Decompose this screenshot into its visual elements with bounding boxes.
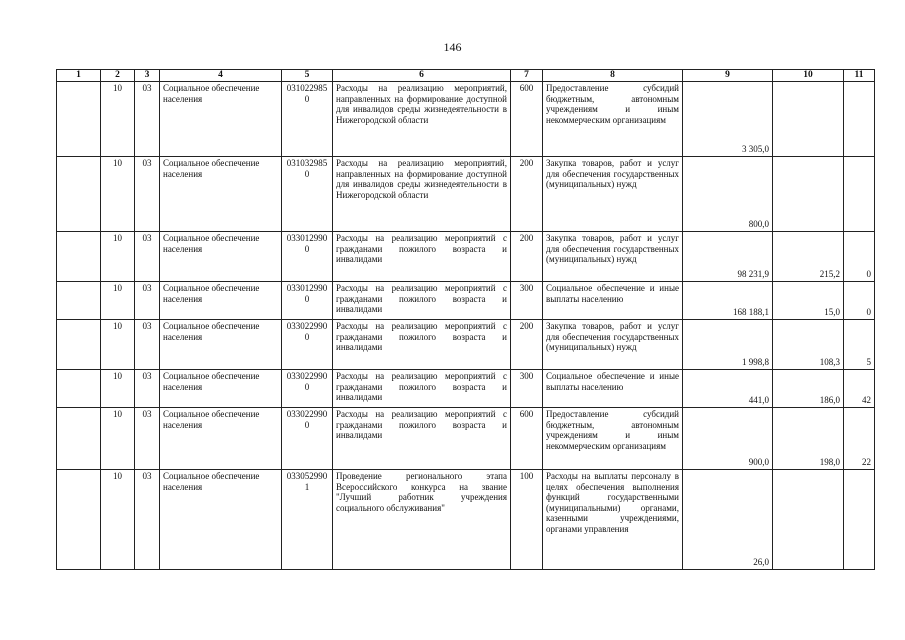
cell-expense-name: Закупка товаров, работ и услуг для обеспечения государственных (муниципальных) нужд <box>543 320 683 370</box>
cell-description: Расходы на реализацию мероприятий с гражданами пожилого возраста и инвалидами <box>333 282 511 320</box>
table-row <box>57 232 875 282</box>
cell-subsection: 03 <box>135 282 160 320</box>
cell-subsection: 03 <box>135 232 160 282</box>
table-row <box>57 370 875 408</box>
cell-empty <box>57 82 101 157</box>
cell-target-code: 0330229900 <box>282 320 333 370</box>
cell-amount-3 <box>844 82 875 157</box>
cell-target-code: 0330129900 <box>282 282 333 320</box>
cell-section: 10 <box>101 282 135 320</box>
cell-amount: 3 305,0 <box>683 82 773 157</box>
cell-amount-3: 5 <box>844 320 875 370</box>
cell-amount-3 <box>844 470 875 570</box>
cell-target-code: 0330229900 <box>282 370 333 408</box>
column-header: 10 <box>773 70 844 82</box>
column-header: 6 <box>333 70 511 82</box>
budget-table <box>56 69 875 570</box>
cell-section-name: Социальное обеспечение населения <box>160 408 282 470</box>
cell-expense-type: 300 <box>511 370 543 408</box>
cell-amount: 26,0 <box>683 470 773 570</box>
table-row <box>57 282 875 320</box>
cell-section-name: Социальное обеспечение населения <box>160 157 282 232</box>
cell-target-code: 0330229900 <box>282 408 333 470</box>
cell-target-code: 0330129900 <box>282 232 333 282</box>
cell-description: Проведение регионального этапа Всероссийского конкурса на звание "Лучший работник учреждения социального обслуживания" <box>333 470 511 570</box>
cell-section: 10 <box>101 408 135 470</box>
column-header: 9 <box>683 70 773 82</box>
cell-amount-2: 108,3 <box>773 320 844 370</box>
cell-section-name: Социальное обеспечение населения <box>160 320 282 370</box>
cell-empty <box>57 320 101 370</box>
table-body <box>57 82 875 570</box>
column-header: 3 <box>135 70 160 82</box>
cell-target-code: 0330529901 <box>282 470 333 570</box>
cell-amount-2: 198,0 <box>773 408 844 470</box>
cell-empty <box>57 470 101 570</box>
cell-section: 10 <box>101 320 135 370</box>
cell-target-code: 0310329850 <box>282 157 333 232</box>
cell-expense-type: 200 <box>511 157 543 232</box>
cell-amount: 441,0 <box>683 370 773 408</box>
cell-empty <box>57 370 101 408</box>
cell-section-name: Социальное обеспечение населения <box>160 82 282 157</box>
column-header: 1 <box>57 70 101 82</box>
cell-expense-type: 200 <box>511 320 543 370</box>
cell-amount-2: 186,0 <box>773 370 844 408</box>
cell-target-code: 0310229850 <box>282 82 333 157</box>
cell-amount: 98 231,9 <box>683 232 773 282</box>
table-row <box>57 157 875 232</box>
cell-expense-name: Закупка товаров, работ и услуг для обеспечения государственных (муниципальных) нужд <box>543 232 683 282</box>
cell-section: 10 <box>101 470 135 570</box>
column-header: 7 <box>511 70 543 82</box>
cell-amount-3 <box>844 157 875 232</box>
cell-description: Расходы на реализацию мероприятий с гражданами пожилого возраста и инвалидами <box>333 370 511 408</box>
cell-expense-name: Социальное обеспечение и иные выплаты населению <box>543 282 683 320</box>
cell-amount-3: 42 <box>844 370 875 408</box>
cell-description: Расходы на реализацию мероприятий, направленных на формирование доступной для инвалидов среды жизнедеятельности в Нижегородской области <box>333 82 511 157</box>
cell-expense-name: Расходы на выплаты персоналу в целях обеспечения выполнения функций государственными (муниципальными) органами, казенными учреждениями, органами управления <box>543 470 683 570</box>
cell-amount-2 <box>773 470 844 570</box>
cell-section: 10 <box>101 82 135 157</box>
cell-amount: 168 188,1 <box>683 282 773 320</box>
cell-amount-3: 22 <box>844 408 875 470</box>
cell-subsection: 03 <box>135 408 160 470</box>
cell-amount-2 <box>773 157 844 232</box>
column-header: 5 <box>282 70 333 82</box>
cell-expense-type: 600 <box>511 82 543 157</box>
cell-amount: 1 998,8 <box>683 320 773 370</box>
column-header: 4 <box>160 70 282 82</box>
cell-section: 10 <box>101 232 135 282</box>
cell-expense-type: 300 <box>511 282 543 320</box>
cell-amount-2: 15,0 <box>773 282 844 320</box>
cell-subsection: 03 <box>135 470 160 570</box>
table-row <box>57 408 875 470</box>
cell-empty <box>57 408 101 470</box>
cell-expense-name: Закупка товаров, работ и услуг для обеспечения государственных (муниципальных) нужд <box>543 157 683 232</box>
cell-amount: 800,0 <box>683 157 773 232</box>
cell-section-name: Социальное обеспечение населения <box>160 232 282 282</box>
page-number: 146 <box>443 40 462 54</box>
cell-subsection: 03 <box>135 320 160 370</box>
column-header: 2 <box>101 70 135 82</box>
cell-description: Расходы на реализацию мероприятий с гражданами пожилого возраста и инвалидами <box>333 232 511 282</box>
cell-subsection: 03 <box>135 82 160 157</box>
table-row <box>57 470 875 570</box>
cell-section-name: Социальное обеспечение населения <box>160 370 282 408</box>
cell-subsection: 03 <box>135 370 160 408</box>
cell-section: 10 <box>101 370 135 408</box>
cell-amount-3: 0 <box>844 232 875 282</box>
cell-expense-name: Социальное обеспечение и иные выплаты населению <box>543 370 683 408</box>
cell-expense-name: Предоставление субсидий бюджетным, автономным учреждениям и иным некоммерческим организациям <box>543 408 683 470</box>
header-row <box>57 70 875 82</box>
cell-description: Расходы на реализацию мероприятий, направленных на формирование доступной для инвалидов среды жизнедеятельности в Нижегородской области <box>333 157 511 232</box>
cell-section: 10 <box>101 157 135 232</box>
cell-subsection: 03 <box>135 157 160 232</box>
cell-expense-type: 600 <box>511 408 543 470</box>
table-row <box>57 320 875 370</box>
cell-expense-type: 200 <box>511 232 543 282</box>
cell-empty <box>57 282 101 320</box>
cell-description: Расходы на реализацию мероприятий с гражданами пожилого возраста и инвалидами <box>333 408 511 470</box>
cell-empty <box>57 157 101 232</box>
cell-amount-3: 0 <box>844 282 875 320</box>
cell-expense-name: Предоставление субсидий бюджетным, автономным учреждениям и иным некоммерческим организациям <box>543 82 683 157</box>
table-row <box>57 82 875 157</box>
cell-section-name: Социальное обеспечение населения <box>160 470 282 570</box>
column-header: 8 <box>543 70 683 82</box>
cell-expense-type: 100 <box>511 470 543 570</box>
column-header: 11 <box>844 70 875 82</box>
cell-section-name: Социальное обеспечение населения <box>160 282 282 320</box>
cell-description: Расходы на реализацию мероприятий с гражданами пожилого возраста и инвалидами <box>333 320 511 370</box>
cell-amount: 900,0 <box>683 408 773 470</box>
cell-amount-2: 215,2 <box>773 232 844 282</box>
cell-amount-2 <box>773 82 844 157</box>
cell-empty <box>57 232 101 282</box>
